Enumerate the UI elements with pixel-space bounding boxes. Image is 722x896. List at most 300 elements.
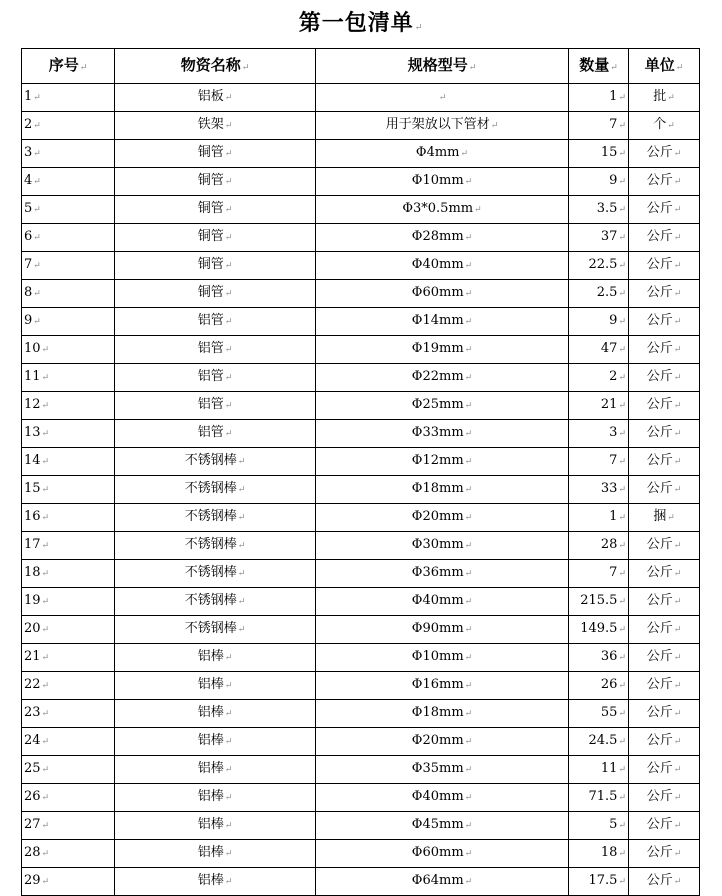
paragraph-mark-icon: ↵ (33, 149, 41, 159)
paragraph-mark-icon: ↵ (237, 485, 246, 495)
cell-no: 26↵ (22, 784, 115, 812)
header-spec: 规格型号↵ (316, 49, 569, 84)
cell-no: 15↵ (22, 476, 115, 504)
paragraph-mark-icon: ↵ (224, 177, 233, 187)
paragraph-mark-icon: ↵ (41, 373, 50, 383)
paragraph-mark-icon: ↵ (41, 457, 50, 467)
paragraph-mark-icon: ↵ (224, 373, 233, 383)
table-row (22, 728, 700, 756)
cell-no: 9↵ (22, 308, 115, 336)
cell-name: 铝棒↵ (115, 756, 316, 784)
cell-name: 铝棒↵ (115, 784, 316, 812)
paragraph-mark-icon: ↵ (224, 289, 233, 299)
cell-no: 23↵ (22, 700, 115, 728)
paragraph-mark-icon: ↵ (673, 681, 682, 691)
cell-spec (316, 84, 569, 112)
paragraph-mark-icon: ↵ (618, 93, 626, 103)
paragraph-mark-icon: ↵ (224, 93, 233, 103)
paragraph-mark-icon: ↵ (667, 93, 675, 103)
paragraph-mark-icon: ↵ (618, 205, 626, 215)
paragraph-mark-icon: ↵ (224, 877, 233, 887)
paragraph-mark-icon: ↵ (618, 233, 626, 243)
paragraph-mark-icon: ↵ (673, 597, 682, 607)
paragraph-mark-icon: ↵ (618, 289, 626, 299)
paragraph-mark-icon: ↵ (675, 62, 684, 73)
paragraph-mark-icon: ↵ (224, 233, 233, 243)
paragraph-mark-icon: ↵ (33, 93, 41, 103)
cell-qty: 33↵ (569, 476, 629, 504)
paragraph-mark-icon: ↵ (41, 709, 50, 719)
paragraph-mark-icon: ↵ (618, 177, 626, 187)
paragraph-mark-icon: ↵ (224, 681, 233, 691)
table-row (22, 476, 700, 504)
cell-unit: 公斤↵ (629, 364, 700, 392)
paragraph-mark-icon: ↵ (33, 317, 41, 327)
cell-unit: 公斤↵ (629, 448, 700, 476)
paragraph-mark-icon: ↵ (41, 541, 50, 551)
paragraph-mark-icon: ↵ (224, 429, 233, 439)
cell-no: 28↵ (22, 840, 115, 868)
cell-no: 10↵ (22, 336, 115, 364)
cell-name: 铜管↵ (115, 168, 316, 196)
paragraph-mark-icon: ↵ (618, 821, 626, 831)
cell-no: 24↵ (22, 728, 115, 756)
cell-spec: Φ10mm↵ (316, 168, 569, 196)
paragraph-mark-icon: ↵ (33, 261, 41, 271)
paragraph-mark-icon: ↵ (618, 737, 626, 747)
paragraph-mark-icon: ↵ (464, 513, 473, 523)
header-no: 序号↵ (22, 49, 115, 84)
materials-table (21, 48, 700, 896)
cell-spec: Φ3*0.5mm↵ (316, 196, 569, 224)
cell-unit: 公斤↵ (629, 224, 700, 252)
paragraph-mark-icon: ↵ (438, 93, 447, 103)
paragraph-mark-icon: ↵ (618, 765, 626, 775)
cell-no: 5↵ (22, 196, 115, 224)
cell-name: 铝棒↵ (115, 812, 316, 840)
cell-no: 19↵ (22, 588, 115, 616)
header-qty: 数量↵ (569, 49, 629, 84)
paragraph-mark-icon: ↵ (464, 233, 473, 243)
paragraph-mark-icon: ↵ (224, 653, 233, 663)
paragraph-mark-icon: ↵ (618, 401, 626, 411)
paragraph-mark-icon: ↵ (667, 121, 675, 131)
cell-no: 11↵ (22, 364, 115, 392)
table-row (22, 140, 700, 168)
header-name: 物资名称↵ (115, 49, 316, 84)
table-row (22, 644, 700, 672)
cell-name: 铁架↵ (115, 112, 316, 140)
cell-qty: 9↵ (569, 168, 629, 196)
cell-qty: 215.5↵ (569, 588, 629, 616)
paragraph-mark-icon: ↵ (673, 765, 682, 775)
cell-name: 铜管↵ (115, 224, 316, 252)
cell-spec: Φ4mm↵ (316, 140, 569, 168)
cell-spec: Φ33mm↵ (316, 420, 569, 448)
cell-qty: 149.5↵ (569, 616, 629, 644)
paragraph-mark-icon: ↵ (464, 597, 473, 607)
cell-no: 20↵ (22, 616, 115, 644)
table-row (22, 616, 700, 644)
cell-qty: 18↵ (569, 840, 629, 868)
paragraph-mark-icon: ↵ (224, 737, 233, 747)
cell-unit: 公斤↵ (629, 728, 700, 756)
cell-unit: 公斤↵ (629, 196, 700, 224)
cell-no: 21↵ (22, 644, 115, 672)
paragraph-mark-icon: ↵ (224, 121, 233, 131)
paragraph-mark-icon: ↵ (618, 625, 626, 635)
paragraph-mark-icon: ↵ (224, 765, 233, 775)
paragraph-mark-icon: ↵ (41, 737, 50, 747)
paragraph-mark-icon: ↵ (618, 261, 626, 271)
table-row (22, 392, 700, 420)
cell-name: 铝棒↵ (115, 840, 316, 868)
cell-spec: Φ35mm↵ (316, 756, 569, 784)
paragraph-mark-icon: ↵ (673, 877, 682, 887)
paragraph-mark-icon: ↵ (618, 317, 626, 327)
paragraph-mark-icon: ↵ (673, 569, 682, 579)
cell-unit: 公斤↵ (629, 420, 700, 448)
cell-no: 27↵ (22, 812, 115, 840)
cell-spec: Φ28mm↵ (316, 224, 569, 252)
cell-no: 17↵ (22, 532, 115, 560)
paragraph-mark-icon: ↵ (618, 793, 626, 803)
table-row (22, 252, 700, 280)
paragraph-mark-icon: ↵ (237, 569, 246, 579)
paragraph-mark-icon: ↵ (41, 429, 50, 439)
document-title-text: 第一包清单 (298, 10, 414, 36)
cell-name: 铝管↵ (115, 308, 316, 336)
paragraph-mark-icon: ↵ (464, 765, 473, 775)
table-row (22, 672, 700, 700)
cell-unit: 公斤↵ (629, 168, 700, 196)
paragraph-mark-icon: ↵ (673, 205, 682, 215)
cell-qty: 55↵ (569, 700, 629, 728)
paragraph-mark-icon: ↵ (464, 821, 473, 831)
table-row (22, 420, 700, 448)
paragraph-mark-icon: ↵ (33, 177, 41, 187)
table-row (22, 84, 700, 112)
paragraph-mark-icon: ↵ (237, 625, 246, 635)
header-unit: 单位↵ (629, 49, 700, 84)
cell-qty: 7↵ (569, 448, 629, 476)
paragraph-mark-icon: ↵ (673, 317, 682, 327)
cell-qty: 7↵ (569, 112, 629, 140)
cell-spec: Φ16mm↵ (316, 672, 569, 700)
cell-no: 14↵ (22, 448, 115, 476)
cell-qty: 22.5↵ (569, 252, 629, 280)
table-row (22, 308, 700, 336)
paragraph-mark-icon: ↵ (224, 709, 233, 719)
paragraph-mark-icon: ↵ (474, 205, 482, 215)
cell-no: 12↵ (22, 392, 115, 420)
paragraph-mark-icon: ↵ (673, 849, 682, 859)
paragraph-mark-icon: ↵ (464, 541, 473, 551)
table-row (22, 868, 700, 896)
cell-name: 铜管↵ (115, 280, 316, 308)
paragraph-mark-icon: ↵ (618, 457, 626, 467)
paragraph-mark-icon: ↵ (33, 121, 41, 131)
cell-qty: 11↵ (569, 756, 629, 784)
cell-spec: Φ45mm↵ (316, 812, 569, 840)
paragraph-mark-icon: ↵ (667, 513, 675, 523)
paragraph-mark-icon: ↵ (464, 653, 473, 663)
paragraph-mark-icon: ↵ (618, 485, 626, 495)
cell-unit: 公斤↵ (629, 756, 700, 784)
cell-qty: 17.5↵ (569, 868, 629, 896)
cell-name: 铜管↵ (115, 252, 316, 280)
paragraph-mark-icon: ↵ (673, 401, 682, 411)
paragraph-mark-icon: ↵ (237, 513, 246, 523)
table-row (22, 280, 700, 308)
cell-name: 不锈钢棒↵ (115, 560, 316, 588)
cell-spec: Φ19mm↵ (316, 336, 569, 364)
paragraph-mark-icon: ↵ (237, 457, 246, 467)
paragraph-mark-icon: ↵ (673, 177, 682, 187)
cell-unit: 公斤↵ (629, 392, 700, 420)
paragraph-mark-icon: ↵ (464, 317, 473, 327)
cell-no: 22↵ (22, 672, 115, 700)
table-row (22, 448, 700, 476)
cell-unit: 公斤↵ (629, 812, 700, 840)
cell-name: 铝棒↵ (115, 672, 316, 700)
cell-spec: Φ12mm↵ (316, 448, 569, 476)
paragraph-mark-icon: ↵ (464, 485, 473, 495)
cell-no: 1↵ (22, 84, 115, 112)
cell-spec: Φ90mm↵ (316, 616, 569, 644)
table-row (22, 364, 700, 392)
cell-spec: Φ30mm↵ (316, 532, 569, 560)
paragraph-mark-icon: ↵ (673, 625, 682, 635)
cell-unit: 公斤↵ (629, 308, 700, 336)
cell-name: 铝棒↵ (115, 728, 316, 756)
cell-spec: Φ10mm↵ (316, 644, 569, 672)
paragraph-mark-icon: ↵ (464, 429, 473, 439)
cell-unit: 捆↵ (629, 504, 700, 532)
cell-name: 不锈钢棒↵ (115, 616, 316, 644)
cell-qty: 5↵ (569, 812, 629, 840)
cell-unit: 公斤↵ (629, 840, 700, 868)
paragraph-mark-icon: ↵ (224, 205, 233, 215)
table-row (22, 812, 700, 840)
cell-spec: Φ60mm↵ (316, 840, 569, 868)
paragraph-mark-icon: ↵ (673, 653, 682, 663)
cell-spec: Φ20mm↵ (316, 728, 569, 756)
paragraph-mark-icon: ↵ (618, 849, 626, 859)
cell-qty: 1↵ (569, 84, 629, 112)
paragraph-mark-icon: ↵ (464, 681, 473, 691)
cell-unit: 公斤↵ (629, 672, 700, 700)
paragraph-mark-icon: ↵ (41, 849, 50, 859)
paragraph-mark-icon: ↵ (618, 709, 626, 719)
cell-name: 铝棒↵ (115, 868, 316, 896)
cell-spec: Φ25mm↵ (316, 392, 569, 420)
cell-qty: 47↵ (569, 336, 629, 364)
cell-name: 不锈钢棒↵ (115, 448, 316, 476)
cell-no: 13↵ (22, 420, 115, 448)
paragraph-mark-icon: ↵ (33, 289, 41, 299)
cell-name: 铝管↵ (115, 364, 316, 392)
paragraph-mark-icon: ↵ (224, 401, 233, 411)
cell-unit: 公斤↵ (629, 700, 700, 728)
paragraph-mark-icon: ↵ (618, 345, 626, 355)
paragraph-mark-icon: ↵ (33, 205, 41, 215)
table-row (22, 840, 700, 868)
paragraph-mark-icon: ↵ (41, 345, 50, 355)
paragraph-mark-icon: ↵ (464, 737, 473, 747)
paragraph-mark-icon: ↵ (41, 625, 50, 635)
paragraph-mark-icon: ↵ (41, 681, 50, 691)
paragraph-mark-icon: ↵ (618, 149, 626, 159)
cell-unit: 批↵ (629, 84, 700, 112)
cell-spec: Φ36mm↵ (316, 560, 569, 588)
cell-qty: 3.5↵ (569, 196, 629, 224)
cell-name: 不锈钢棒↵ (115, 532, 316, 560)
cell-name: 铜管↵ (115, 196, 316, 224)
paragraph-mark-icon: ↵ (464, 401, 473, 411)
cell-unit: 公斤↵ (629, 588, 700, 616)
cell-unit: 公斤↵ (629, 868, 700, 896)
cell-spec: Φ64mm↵ (316, 868, 569, 896)
paragraph-mark-icon: ↵ (41, 513, 50, 523)
paragraph-mark-icon: ↵ (673, 345, 682, 355)
table-row (22, 504, 700, 532)
paragraph-mark-icon: ↵ (618, 513, 626, 523)
paragraph-mark-icon: ↵ (460, 149, 469, 159)
paragraph-mark-icon: ↵ (79, 62, 88, 73)
paragraph-mark-icon: ↵ (468, 62, 477, 73)
paragraph-mark-icon: ↵ (673, 261, 682, 271)
cell-no: 16↵ (22, 504, 115, 532)
cell-no: 7↵ (22, 252, 115, 280)
table-row (22, 784, 700, 812)
table-row (22, 756, 700, 784)
paragraph-mark-icon: ↵ (673, 149, 682, 159)
table-row (22, 224, 700, 252)
table-row (22, 532, 700, 560)
paragraph-mark-icon: ↵ (673, 709, 682, 719)
cell-name: 铝棒↵ (115, 700, 316, 728)
paragraph-mark-icon: ↵ (464, 849, 473, 859)
paragraph-mark-icon: ↵ (673, 457, 682, 467)
paragraph-mark-icon: ↵ (224, 345, 233, 355)
paragraph-mark-icon: ↵ (618, 569, 626, 579)
paragraph-mark-icon: ↵ (41, 877, 50, 887)
cell-unit: 公斤↵ (629, 784, 700, 812)
cell-unit: 公斤↵ (629, 476, 700, 504)
cell-qty: 2.5↵ (569, 280, 629, 308)
paragraph-mark-icon: ↵ (618, 429, 626, 439)
paragraph-mark-icon: ↵ (241, 62, 250, 73)
cell-spec: Φ20mm↵ (316, 504, 569, 532)
paragraph-mark-icon: ↵ (41, 793, 50, 803)
cell-unit: 公斤↵ (629, 560, 700, 588)
paragraph-mark-icon: ↵ (41, 653, 50, 663)
cell-no: 3↵ (22, 140, 115, 168)
cell-no: 18↵ (22, 560, 115, 588)
cell-unit: 公斤↵ (629, 140, 700, 168)
cell-qty: 28↵ (569, 532, 629, 560)
paragraph-mark-icon: ↵ (618, 373, 626, 383)
cell-qty: 24.5↵ (569, 728, 629, 756)
cell-unit: 公斤↵ (629, 532, 700, 560)
paragraph-mark-icon: ↵ (41, 401, 50, 411)
paragraph-mark-icon: ↵ (224, 793, 233, 803)
cell-qty: 9↵ (569, 308, 629, 336)
cell-qty: 15↵ (569, 140, 629, 168)
cell-no: 29↵ (22, 868, 115, 896)
paragraph-mark-icon: ↵ (673, 793, 682, 803)
paragraph-mark-icon: ↵ (41, 569, 50, 579)
paragraph-mark-icon: ↵ (610, 62, 618, 73)
paragraph-mark-icon: ↵ (618, 653, 626, 663)
cell-no: 8↵ (22, 280, 115, 308)
paragraph-mark-icon: ↵ (673, 373, 682, 383)
paragraph-mark-icon: ↵ (464, 345, 473, 355)
table-body (22, 84, 700, 896)
cell-spec: Φ40mm↵ (316, 784, 569, 812)
paragraph-mark-icon: ↵ (237, 541, 246, 551)
paragraph-mark-icon: ↵ (673, 429, 682, 439)
cell-name: 铜管↵ (115, 140, 316, 168)
table-row (22, 588, 700, 616)
paragraph-mark-icon: ↵ (464, 569, 473, 579)
table-header-row (22, 49, 700, 84)
document-title (0, 6, 722, 45)
table-row (22, 112, 700, 140)
paragraph-mark-icon: ↵ (224, 317, 233, 327)
table-row (22, 560, 700, 588)
paragraph-mark-icon: ↵ (224, 849, 233, 859)
paragraph-mark-icon: ↵ (414, 23, 424, 33)
paragraph-mark-icon: ↵ (237, 597, 246, 607)
table-row (22, 336, 700, 364)
cell-spec: Φ22mm↵ (316, 364, 569, 392)
cell-spec: Φ14mm↵ (316, 308, 569, 336)
paragraph-mark-icon: ↵ (673, 233, 682, 243)
cell-spec: Φ40mm↵ (316, 252, 569, 280)
paragraph-mark-icon: ↵ (41, 597, 50, 607)
cell-spec: 用于架放以下管材↵ (316, 112, 569, 140)
paragraph-mark-icon: ↵ (618, 597, 626, 607)
paragraph-mark-icon: ↵ (224, 261, 233, 271)
paragraph-mark-icon: ↵ (41, 765, 50, 775)
cell-qty: 2↵ (569, 364, 629, 392)
cell-name: 不锈钢棒↵ (115, 504, 316, 532)
cell-qty: 7↵ (569, 560, 629, 588)
cell-no: 2↵ (22, 112, 115, 140)
paragraph-mark-icon: ↵ (224, 821, 233, 831)
cell-qty: 71.5↵ (569, 784, 629, 812)
paragraph-mark-icon: ↵ (618, 121, 626, 131)
paragraph-mark-icon: ↵ (673, 821, 682, 831)
paragraph-mark-icon: ↵ (673, 737, 682, 747)
cell-name: 铝管↵ (115, 392, 316, 420)
cell-unit: 公斤↵ (629, 644, 700, 672)
cell-qty: 26↵ (569, 672, 629, 700)
cell-qty: 21↵ (569, 392, 629, 420)
cell-name: 不锈钢棒↵ (115, 588, 316, 616)
cell-qty: 3↵ (569, 420, 629, 448)
cell-no: 25↵ (22, 756, 115, 784)
paragraph-mark-icon: ↵ (464, 625, 473, 635)
cell-name: 铝管↵ (115, 336, 316, 364)
cell-unit: 公斤↵ (629, 280, 700, 308)
paragraph-mark-icon: ↵ (464, 289, 473, 299)
paragraph-mark-icon: ↵ (464, 373, 473, 383)
paragraph-mark-icon: ↵ (490, 121, 499, 131)
paragraph-mark-icon: ↵ (41, 821, 50, 831)
